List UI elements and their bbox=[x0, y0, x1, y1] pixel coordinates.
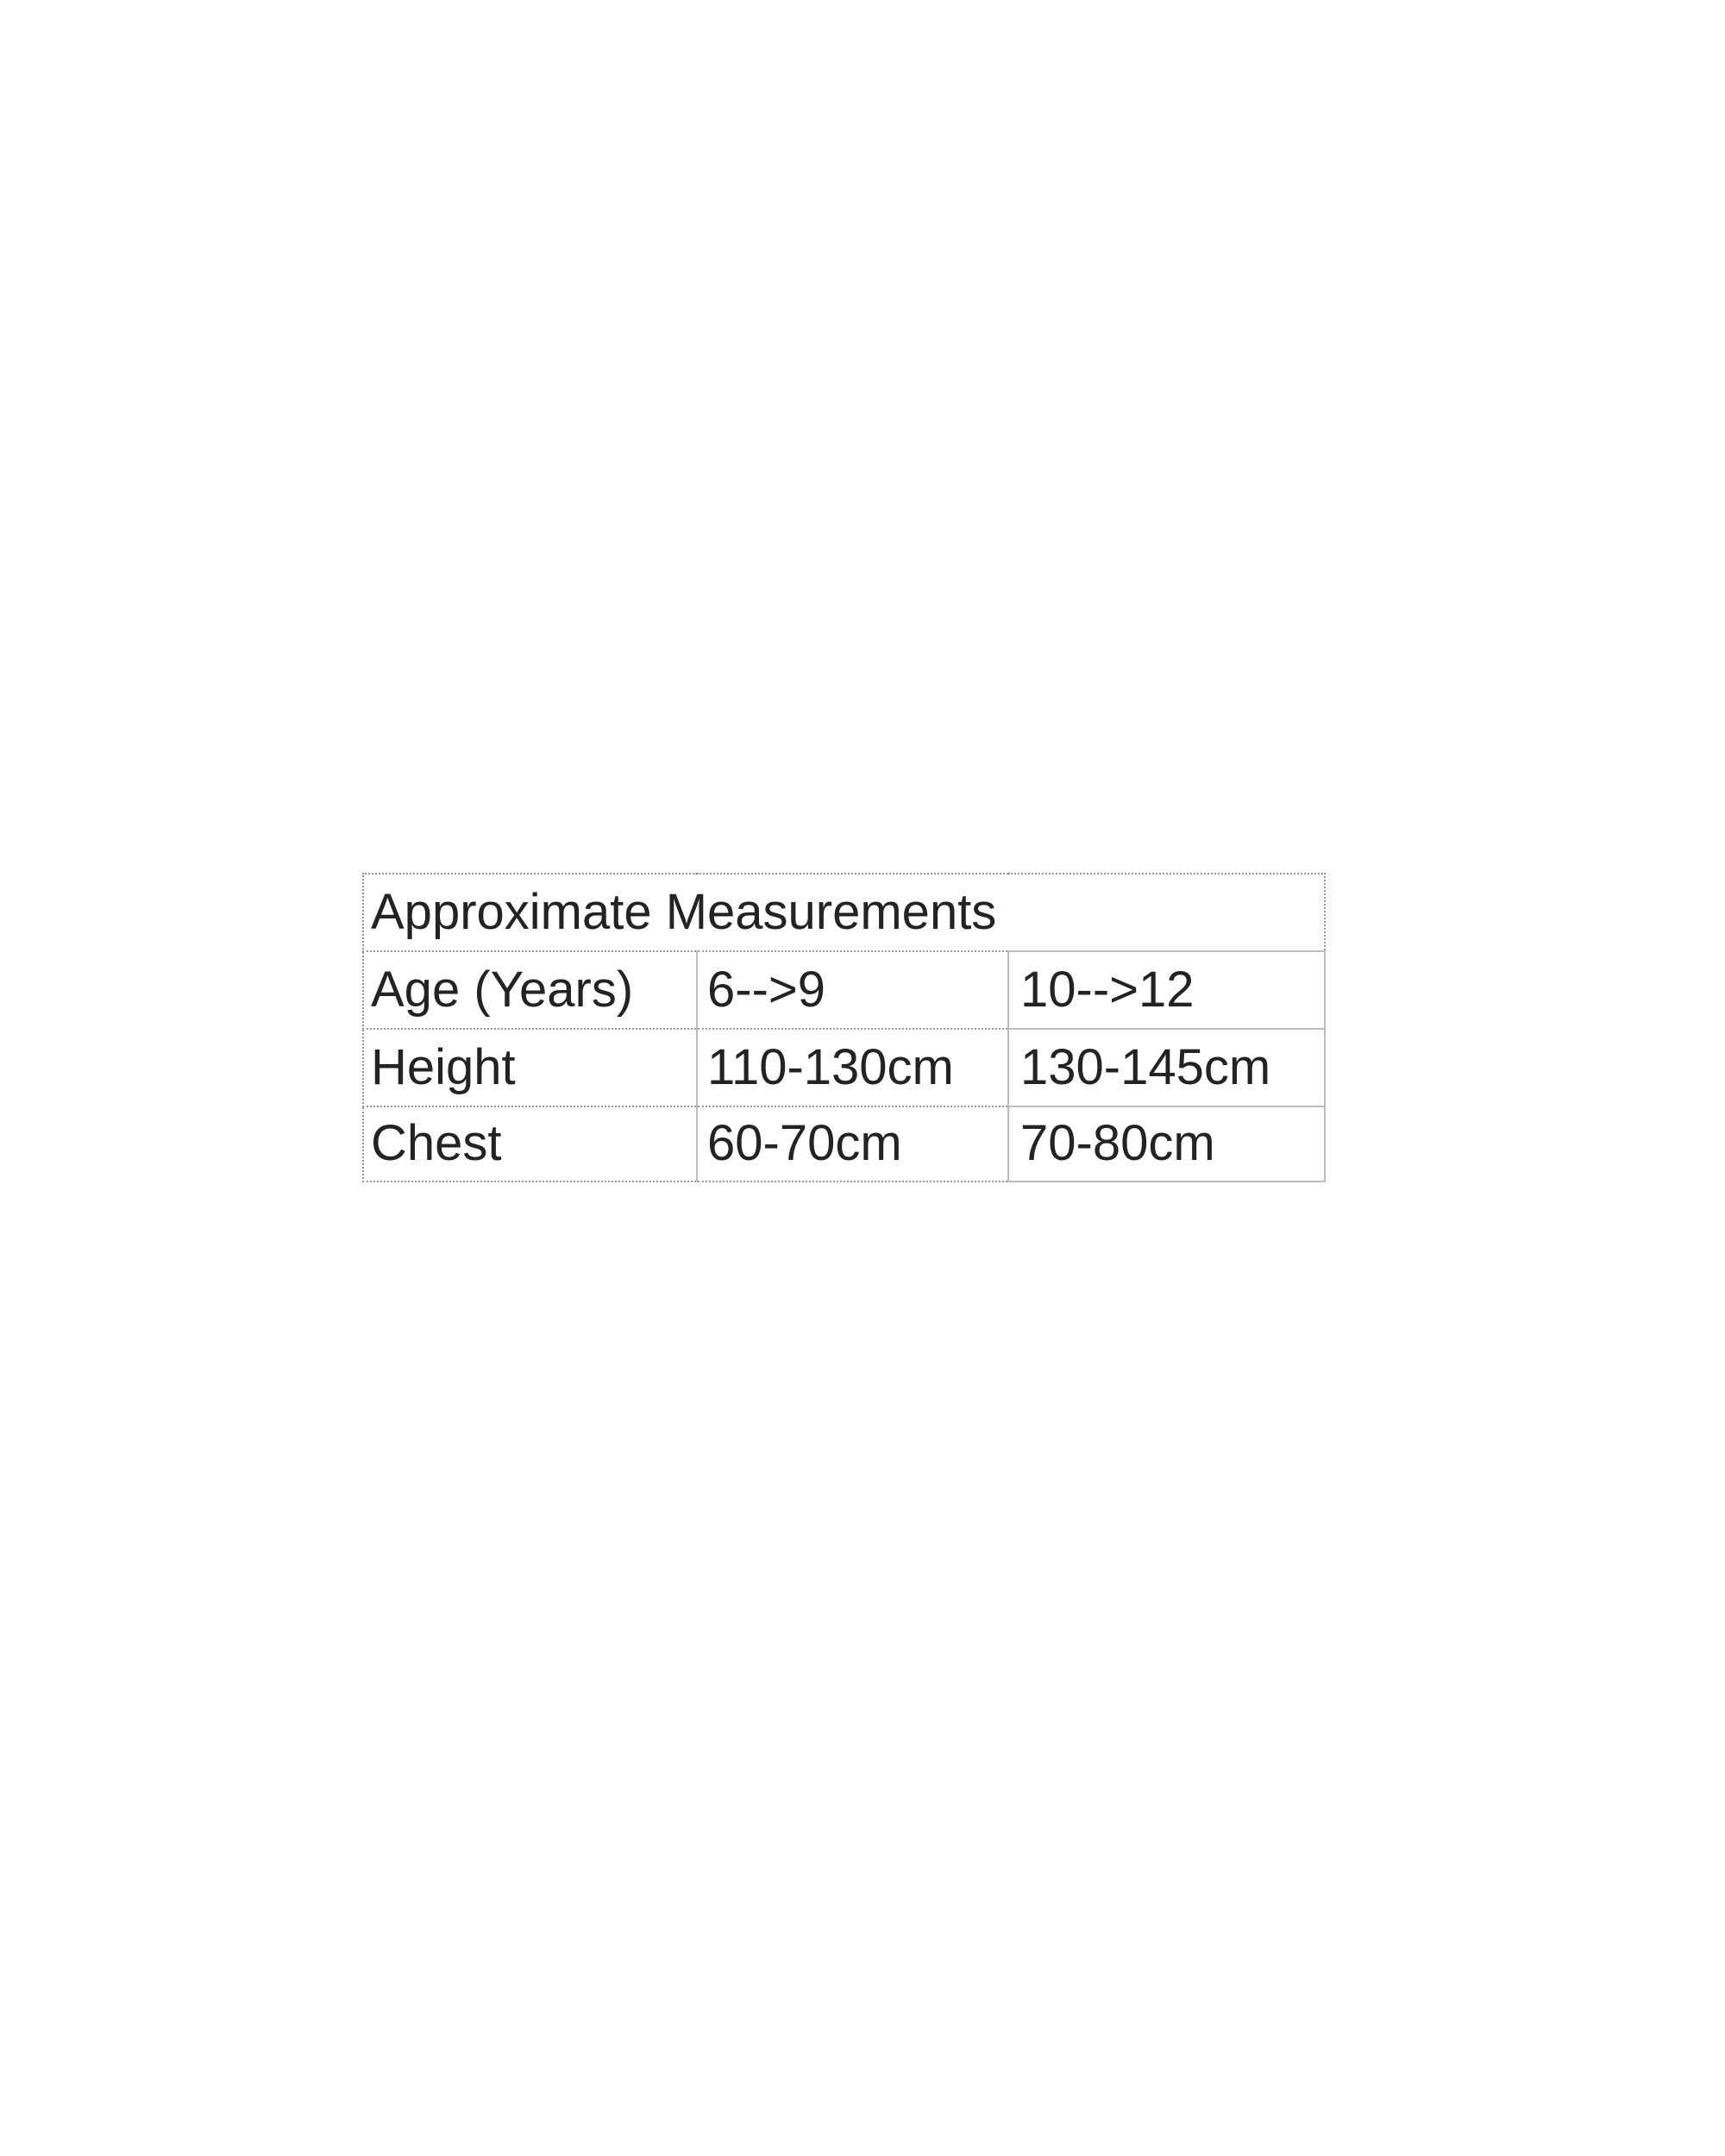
row-label-age: Age (Years) bbox=[363, 951, 697, 1029]
row-label-height: Height bbox=[363, 1029, 697, 1106]
measurements-table bbox=[362, 873, 1326, 1182]
table-title-row bbox=[363, 874, 1325, 951]
row-label-chest: Chest bbox=[363, 1106, 697, 1181]
chest-range-small: 60-70cm bbox=[697, 1106, 1008, 1181]
height-range-small: 110-130cm bbox=[697, 1029, 1008, 1106]
table-row-chest bbox=[363, 1106, 1325, 1181]
chest-range-large: 70-80cm bbox=[1008, 1106, 1325, 1181]
height-range-large: 130-145cm bbox=[1008, 1029, 1325, 1106]
table-title: Approximate Measurements bbox=[363, 874, 1325, 951]
table-row-height bbox=[363, 1029, 1325, 1106]
age-range-small: 6-->9 bbox=[697, 951, 1008, 1029]
table-row-age bbox=[363, 951, 1325, 1029]
age-range-large: 10-->12 bbox=[1008, 951, 1325, 1029]
